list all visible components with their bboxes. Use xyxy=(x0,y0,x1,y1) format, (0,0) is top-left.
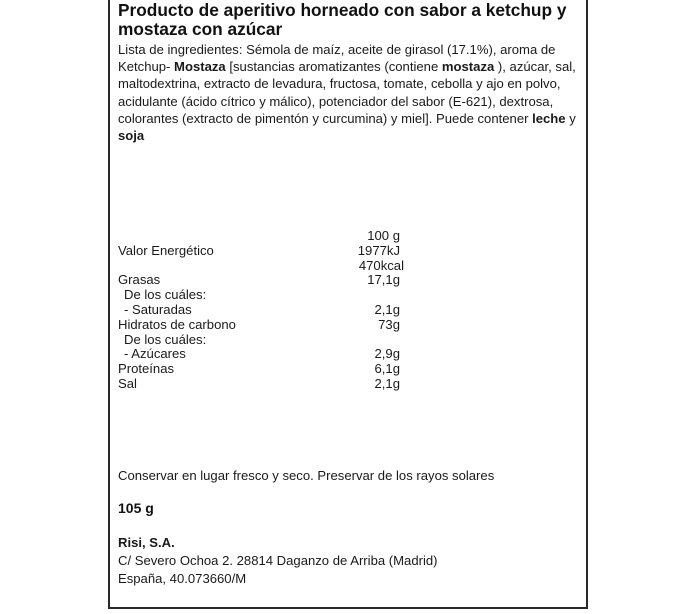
nutrient-value: 2,1g xyxy=(374,375,400,391)
ingredients-text: y xyxy=(565,110,576,126)
ingredients-text: ), azúcar, sal, maltodextrina, extracto de levadura, fructosa, tomate, cebolla y ajo en polvo, acidulante (ácido cítrico y málico), potenciador del sabor (E-621), dextrosa, colorantes (extracto de pimentón y curcumina) y miel]. Puede contener xyxy=(118,59,576,126)
nutrient-value: 2,1g xyxy=(374,301,400,317)
nutrient-label: Proteínas xyxy=(118,361,175,377)
company-country-registration: España, 40.073660/M xyxy=(118,571,247,586)
nutrition-row xyxy=(118,362,418,377)
nutrient-label: De los cuáles: xyxy=(124,287,207,303)
nutrient-value: 2,9g xyxy=(374,346,400,362)
nutrition-row xyxy=(118,273,418,288)
nutrient-label: Sal xyxy=(118,375,137,391)
nutrient-value: 73g xyxy=(378,316,400,332)
allergen-highlight: mostaza xyxy=(441,59,495,75)
nutrient-label: - Azúcares xyxy=(124,346,186,362)
nutrition-row xyxy=(118,318,418,333)
ingredients-list xyxy=(118,41,586,144)
nutrient-label: De los cuáles: xyxy=(124,331,207,347)
nutrition-header-row xyxy=(118,229,418,244)
nutrient-label: Hidratos de carbono xyxy=(118,316,236,332)
nutrient-value: 470kcal xyxy=(358,257,404,273)
nutrition-table xyxy=(118,229,418,392)
product-title: Producto de aperitivo horneado con sabor a ketchup y mostaza con azúcar xyxy=(118,0,567,39)
company-address: C/ Severo Ochoa 2. 28814 Daganzo de Arriba (Madrid) xyxy=(118,553,438,568)
allergen-highlight: leche xyxy=(532,110,566,126)
nutrition-row xyxy=(118,244,418,259)
storage-instructions: Conservar en lugar fresco y seco. Preservar de los rayos solares xyxy=(118,468,495,483)
nutrient-label: Grasas xyxy=(118,272,161,288)
nutrient-label: Valor Energético xyxy=(118,242,214,258)
company-name: Risi, S.A. xyxy=(118,535,175,550)
nutrition-row xyxy=(118,347,418,362)
nutrient-label: - Saturadas xyxy=(124,301,192,317)
nutrient-value: 17,1g xyxy=(367,272,400,288)
ingredients-text: Lista de ingredientes: Sémola de maíz, aceite de girasol (17.1%), aroma de Ketchup- xyxy=(118,42,556,75)
nutrition-rows xyxy=(118,244,418,392)
nutrition-row xyxy=(118,288,418,303)
ingredients-text: [sustancias aromatizantes (contiene xyxy=(225,59,442,75)
allergen-highlight: Mostaza xyxy=(174,59,226,75)
nutrition-row xyxy=(118,259,418,274)
nutrition-row xyxy=(118,303,418,318)
allergen-highlight: soja xyxy=(118,128,145,144)
nutrient-value: 1977kJ xyxy=(357,242,400,258)
company-info xyxy=(118,534,438,588)
net-weight: 105 g xyxy=(118,500,154,516)
nutrition-row xyxy=(118,333,418,348)
nutrition-row xyxy=(118,377,418,392)
nutrition-header-per-100g: 100 g xyxy=(367,228,400,243)
nutrient-value: 6,1g xyxy=(374,361,400,377)
